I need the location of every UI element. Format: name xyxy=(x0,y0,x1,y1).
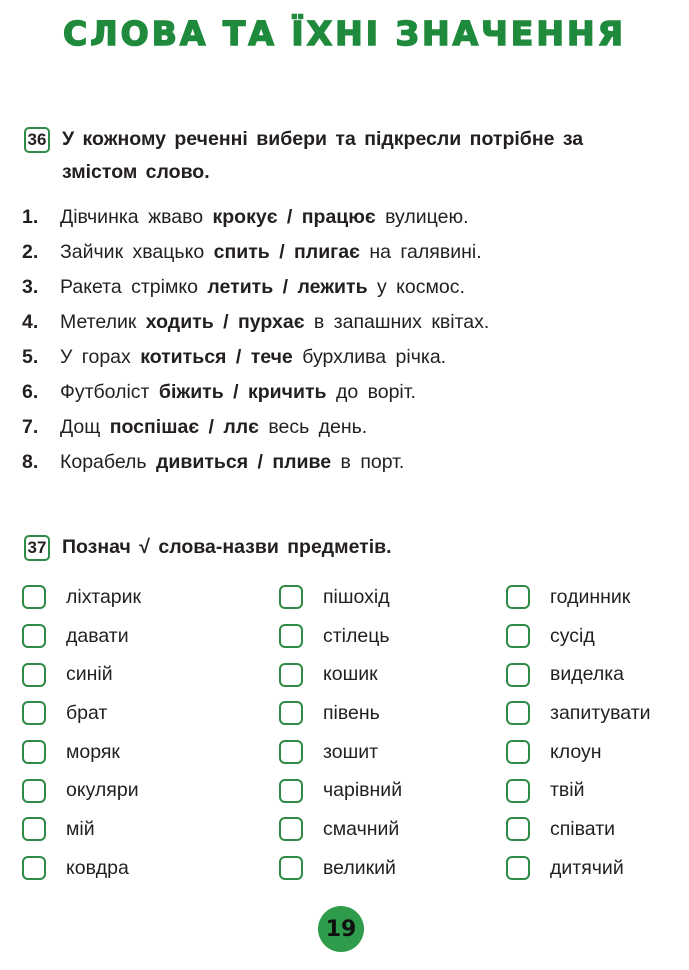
word-column-3 xyxy=(506,578,651,888)
option-separator: / xyxy=(233,381,239,403)
checkbox[interactable] xyxy=(22,779,46,803)
checklist-word: дитячий xyxy=(550,856,624,879)
checklist-word: чарівний xyxy=(323,779,403,802)
checklist-word: пішохід xyxy=(323,585,390,608)
checklist-item[interactable] xyxy=(506,849,651,888)
option-separator: / xyxy=(235,346,242,368)
option-word-1[interactable]: летить xyxy=(207,276,274,298)
checklist-word: давати xyxy=(66,624,129,647)
checklist-item[interactable] xyxy=(279,849,402,888)
task-36-instruction: У кожному реченні вибери та підкресли потрібне за змістом слово. xyxy=(62,128,584,183)
sentence-end: весь день. xyxy=(268,416,368,438)
sentence-row xyxy=(22,340,489,375)
checkbox[interactable] xyxy=(506,856,530,880)
sentence-number: 7. xyxy=(22,416,39,438)
word-column-1 xyxy=(22,578,141,888)
checklist-word: мій xyxy=(66,817,95,840)
sentence-row xyxy=(22,410,489,445)
sentence-end: у космос. xyxy=(376,276,465,298)
checklist-item[interactable] xyxy=(22,694,141,733)
option-word-2[interactable]: кричить xyxy=(248,381,327,403)
checkbox[interactable] xyxy=(279,856,303,880)
sentence-end: в запашних квітах. xyxy=(313,311,490,333)
checklist-item[interactable] xyxy=(279,771,402,810)
sentence-end: вулицею. xyxy=(385,206,469,228)
page-number-badge: 19 xyxy=(318,906,364,952)
sentence-row xyxy=(22,270,489,305)
checklist-word: синій xyxy=(66,663,113,686)
checklist-word: твій xyxy=(550,779,585,802)
checklist-item[interactable] xyxy=(279,655,402,694)
checklist-word: ліхтарик xyxy=(66,585,142,608)
option-word-1[interactable]: крокує xyxy=(212,206,278,228)
sentence-end: на галявині. xyxy=(369,241,482,263)
option-word-2[interactable]: плигає xyxy=(294,241,360,263)
checkbox[interactable] xyxy=(506,817,530,841)
checkbox[interactable] xyxy=(506,701,530,725)
checklist-word: клоун xyxy=(550,740,602,763)
option-separator: / xyxy=(223,311,229,333)
checklist-word: виделка xyxy=(550,663,625,686)
checklist-item[interactable] xyxy=(22,578,141,617)
task-37-header xyxy=(24,535,392,564)
sentence-start: Зайчик хвацько xyxy=(60,241,205,263)
checklist-item[interactable] xyxy=(506,733,651,772)
checklist-item[interactable] xyxy=(506,694,651,733)
checkbox[interactable] xyxy=(22,701,46,725)
checklist-word: зошит xyxy=(323,740,379,763)
checkbox[interactable] xyxy=(279,624,303,648)
checklist-item[interactable] xyxy=(506,771,651,810)
task-36-header xyxy=(24,127,664,189)
sentence-number: 3. xyxy=(22,276,39,298)
option-word-2[interactable]: пурхає xyxy=(237,311,305,333)
sentence-row xyxy=(22,305,489,340)
checklist-word: півень xyxy=(323,701,380,724)
checklist-item[interactable] xyxy=(22,617,141,656)
checklist-item[interactable] xyxy=(279,810,402,849)
sentence-row xyxy=(22,200,489,235)
sentence-start: У горах xyxy=(60,346,131,368)
option-word-2[interactable]: тече xyxy=(250,346,293,368)
option-word-1[interactable]: котиться xyxy=(140,346,227,368)
sentence-start: Футболіст xyxy=(60,381,150,403)
checklist-word: ковдра xyxy=(66,856,129,879)
page-title: СЛОВА ТА ЇХНІ ЗНАЧЕННЯ xyxy=(63,14,626,53)
checklist-item[interactable] xyxy=(22,655,141,694)
checklist-word: окуляри xyxy=(66,779,139,802)
checklist-item[interactable] xyxy=(279,694,402,733)
checkbox[interactable] xyxy=(506,663,530,687)
option-word-1[interactable]: спить xyxy=(213,241,270,263)
checklist-word: годинник xyxy=(550,585,631,608)
sentence-end: в порт. xyxy=(340,451,405,473)
option-word-1[interactable]: ходить xyxy=(145,311,214,333)
sentence-start: Дівчинка жваво xyxy=(60,206,204,228)
sentence-number: 1. xyxy=(22,206,39,228)
word-column-2 xyxy=(279,578,402,888)
task-36-number: 36 xyxy=(24,127,50,153)
checkbox[interactable] xyxy=(506,624,530,648)
checkbox[interactable] xyxy=(22,585,46,609)
sentence-end: до воріт. xyxy=(335,381,416,403)
sentence-row xyxy=(22,445,489,480)
option-word-2[interactable]: лежить xyxy=(297,276,368,298)
sentence-end: бурхлива річка. xyxy=(302,346,447,368)
checklist-item[interactable] xyxy=(22,733,141,772)
checkbox[interactable] xyxy=(506,779,530,803)
checkbox[interactable] xyxy=(279,740,303,764)
checklist-item[interactable] xyxy=(506,655,651,694)
sentence-start: Метелик xyxy=(60,311,137,333)
sentence-row xyxy=(22,235,489,270)
option-word-2[interactable]: пливе xyxy=(272,451,332,473)
checklist-word: великий xyxy=(323,856,396,879)
option-separator: / xyxy=(208,416,214,438)
checklist-word: співати xyxy=(550,817,616,840)
checklist-item[interactable] xyxy=(506,578,651,617)
checklist-word: стілець xyxy=(323,624,390,647)
checklist-item[interactable] xyxy=(22,810,141,849)
checklist-word: смачний xyxy=(323,817,400,840)
checklist-item[interactable] xyxy=(22,771,141,810)
checkbox[interactable] xyxy=(279,663,303,687)
sentence-start: Дощ xyxy=(60,416,101,438)
checklist-item[interactable] xyxy=(279,578,402,617)
checkbox[interactable] xyxy=(22,856,46,880)
checkbox[interactable] xyxy=(22,817,46,841)
sentence-start: Корабель xyxy=(60,451,147,473)
checklist-word: моряк xyxy=(66,740,120,763)
checkbox[interactable] xyxy=(22,740,46,764)
checklist-item[interactable] xyxy=(279,617,402,656)
checklist-word: сусід xyxy=(550,624,595,647)
checkbox[interactable] xyxy=(279,817,303,841)
sentence-number: 6. xyxy=(22,381,39,403)
checkbox[interactable] xyxy=(506,585,530,609)
option-separator: / xyxy=(282,276,289,298)
checklist-word: брат xyxy=(66,701,108,724)
sentence-start: Ракета стрімко xyxy=(60,276,198,298)
option-separator: / xyxy=(257,451,263,473)
option-word-1[interactable]: біжить xyxy=(158,381,224,403)
checkbox[interactable] xyxy=(22,663,46,687)
option-separator: / xyxy=(286,206,293,228)
sentence-number: 5. xyxy=(22,346,39,368)
checklist-item[interactable] xyxy=(506,810,651,849)
task-37-instruction: Познач √ слова-назви предметів. xyxy=(62,536,392,558)
sentence-number: 8. xyxy=(22,451,39,473)
sentence-list xyxy=(22,200,489,480)
checkbox[interactable] xyxy=(279,585,303,609)
option-separator: / xyxy=(279,241,285,263)
checklist-item[interactable] xyxy=(506,617,651,656)
sentence-row xyxy=(22,375,489,410)
checklist-item[interactable] xyxy=(22,849,141,888)
sentence-number: 2. xyxy=(22,241,39,263)
checkbox[interactable] xyxy=(279,779,303,803)
option-word-1[interactable]: дивиться xyxy=(156,451,249,473)
option-word-2[interactable]: працює xyxy=(301,206,376,228)
checklist-item[interactable] xyxy=(279,733,402,772)
checklist-word: запитувати xyxy=(550,701,651,724)
checkbox[interactable] xyxy=(279,701,303,725)
option-word-1[interactable]: поспішає xyxy=(109,416,200,438)
checklist-word: кошик xyxy=(323,663,378,686)
option-word-2[interactable]: ллє xyxy=(223,416,259,438)
task-37-number: 37 xyxy=(24,535,50,561)
checkbox[interactable] xyxy=(506,740,530,764)
checkbox[interactable] xyxy=(22,624,46,648)
sentence-number: 4. xyxy=(22,311,39,333)
